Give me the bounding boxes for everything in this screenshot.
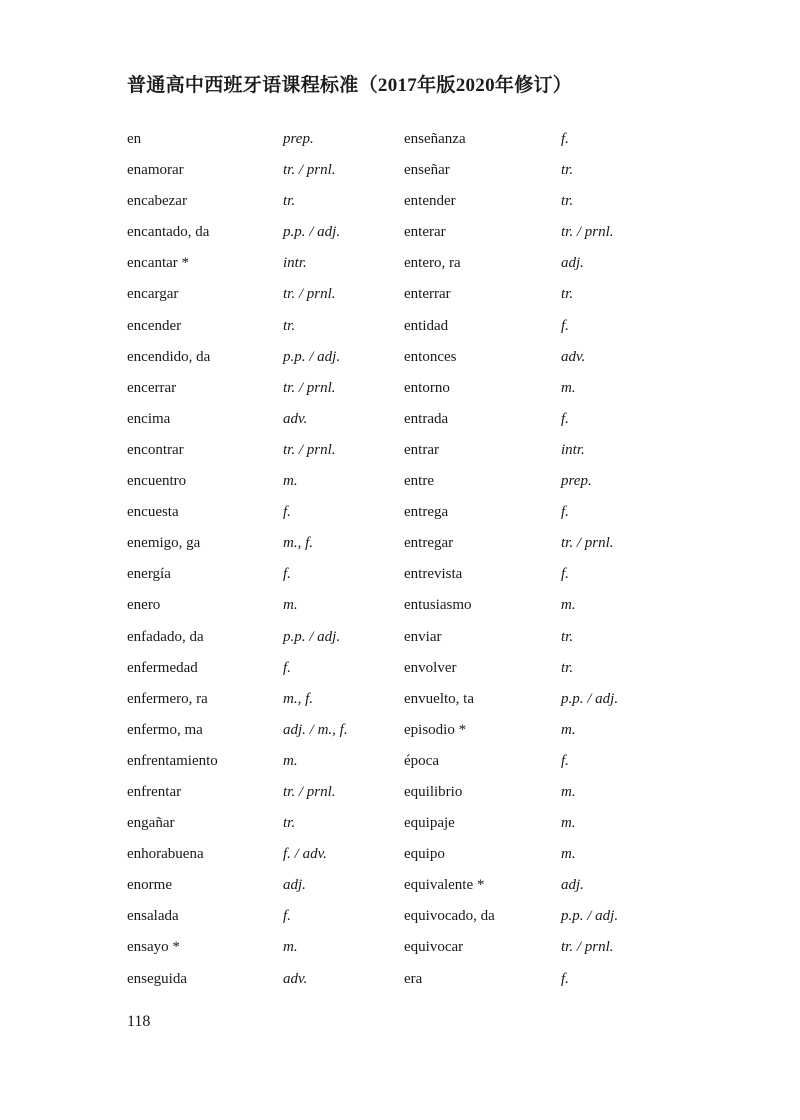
word-class-left: tr. xyxy=(283,815,296,832)
headword-left: enamorar xyxy=(127,162,184,179)
vocab-row xyxy=(127,248,747,279)
word-class-right: f. xyxy=(561,317,569,334)
headword-right: entregar xyxy=(404,535,454,552)
headword-right: entrar xyxy=(404,441,439,458)
vocab-row xyxy=(127,279,747,310)
word-class-left: tr. xyxy=(283,317,296,334)
page-number: 118 xyxy=(127,1013,151,1030)
headword-right: enseñar xyxy=(404,162,450,179)
word-class-right: tr. xyxy=(561,286,574,303)
vocab-row xyxy=(127,808,747,839)
word-class-left: adv. xyxy=(283,410,308,427)
headword-right: entonces xyxy=(404,348,457,365)
headword-left: enfrentamiento xyxy=(127,752,218,769)
vocab-row xyxy=(127,528,747,559)
headword-right: equipo xyxy=(404,846,445,863)
word-class-right: f. xyxy=(561,410,569,427)
word-class-left: adj. xyxy=(283,877,306,894)
word-class-left: p.p. / adj. xyxy=(283,224,341,241)
word-class-left: f. xyxy=(283,659,291,676)
word-class-left: f. xyxy=(283,908,291,925)
vocab-row xyxy=(127,839,747,870)
vocab-row xyxy=(127,497,747,528)
headword-right: entusiasmo xyxy=(404,597,472,614)
word-class-right: f. xyxy=(561,566,569,583)
vocab-row xyxy=(127,653,747,684)
vocab-row xyxy=(127,404,747,435)
word-class-left: m., f. xyxy=(283,535,313,552)
word-class-left: p.p. / adj. xyxy=(283,628,341,645)
word-class-right: adj. xyxy=(561,877,584,894)
headword-right: entrada xyxy=(404,410,449,427)
headword-right: episodio * xyxy=(404,721,467,738)
word-class-right: m. xyxy=(561,597,576,614)
vocab-row xyxy=(127,559,747,590)
headword-left: enero xyxy=(127,597,161,614)
page-header: 普通高中西班牙语课程标准（2017年版2020年修订） xyxy=(127,75,573,96)
word-class-right: adj. xyxy=(561,255,584,272)
vocab-row xyxy=(127,342,747,373)
headword-left: encuentro xyxy=(127,473,187,490)
headword-left: encender xyxy=(127,317,182,334)
word-class-left: tr. / prnl. xyxy=(283,286,336,303)
vocabulary-list xyxy=(127,124,747,995)
vocab-row xyxy=(127,466,747,497)
headword-right: entender xyxy=(404,193,456,210)
word-class-right: m. xyxy=(561,379,576,396)
headword-left: encargar xyxy=(127,286,179,303)
vocab-row xyxy=(127,435,747,466)
headword-left: enfadado, da xyxy=(127,628,204,645)
vocab-row xyxy=(127,311,747,342)
word-class-right: m. xyxy=(561,783,576,800)
word-class-right: tr. xyxy=(561,193,574,210)
vocab-row xyxy=(127,932,747,963)
headword-right: enviar xyxy=(404,628,442,645)
headword-left: encontrar xyxy=(127,441,184,458)
word-class-left: f. / adv. xyxy=(283,846,327,863)
word-class-left: tr. xyxy=(283,193,296,210)
headword-left: encantar * xyxy=(127,255,190,272)
vocab-row xyxy=(127,622,747,653)
word-class-left: f. xyxy=(283,504,291,521)
headword-right: era xyxy=(404,970,423,987)
headword-left: encantado, da xyxy=(127,224,210,241)
vocab-row xyxy=(127,715,747,746)
word-class-right: adv. xyxy=(561,348,586,365)
headword-left: ensayo * xyxy=(127,939,180,956)
headword-right: equivocado, da xyxy=(404,908,495,925)
word-class-left: tr. / prnl. xyxy=(283,441,336,458)
word-class-left: m. xyxy=(283,752,298,769)
headword-right: equilibrio xyxy=(404,783,463,800)
vocab-row xyxy=(127,964,747,995)
headword-right: equivocar xyxy=(404,939,464,956)
word-class-left: f. xyxy=(283,566,291,583)
headword-right: entero, ra xyxy=(404,255,461,272)
headword-left: energía xyxy=(127,566,171,583)
vocab-row xyxy=(127,590,747,621)
headword-left: ensalada xyxy=(127,908,179,925)
word-class-right: p.p. / adj. xyxy=(561,690,619,707)
word-class-right: tr. / prnl. xyxy=(561,535,614,552)
headword-right: equivalente * xyxy=(404,877,485,894)
word-class-left: tr. / prnl. xyxy=(283,379,336,396)
word-class-right: p.p. / adj. xyxy=(561,908,619,925)
headword-left: enemigo, ga xyxy=(127,535,201,552)
word-class-left: adj. / m., f. xyxy=(283,721,348,738)
vocab-row xyxy=(127,777,747,808)
headword-left: encendido, da xyxy=(127,348,211,365)
headword-right: envolver xyxy=(404,659,457,676)
word-class-right: m. xyxy=(561,721,576,738)
headword-right: enterar xyxy=(404,224,446,241)
headword-right: entrega xyxy=(404,504,449,521)
word-class-right: m. xyxy=(561,815,576,832)
word-class-right: m. xyxy=(561,846,576,863)
vocab-row xyxy=(127,373,747,404)
word-class-left: tr. / prnl. xyxy=(283,783,336,800)
word-class-right: f. xyxy=(561,131,569,147)
headword-right: enterrar xyxy=(404,286,451,303)
headword-left: en xyxy=(127,131,142,147)
headword-left: enorme xyxy=(127,877,172,894)
headword-right: envuelto, ta xyxy=(404,690,474,707)
headword-left: encima xyxy=(127,410,171,427)
headword-left: engañar xyxy=(127,815,175,832)
vocab-row xyxy=(127,746,747,777)
word-class-left: p.p. / adj. xyxy=(283,348,341,365)
headword-left: encabezar xyxy=(127,193,187,210)
headword-left: enfrentar xyxy=(127,783,182,800)
headword-left: enfermo, ma xyxy=(127,721,203,738)
word-class-left: intr. xyxy=(283,255,307,272)
vocab-row xyxy=(127,217,747,248)
word-class-right: tr. xyxy=(561,162,574,179)
vocab-row xyxy=(127,901,747,932)
word-class-right: f. xyxy=(561,504,569,521)
headword-right: entidad xyxy=(404,317,449,334)
word-class-left: adv. xyxy=(283,970,308,987)
word-class-right: tr. xyxy=(561,628,574,645)
vocab-row xyxy=(127,155,747,186)
headword-left: enhorabuena xyxy=(127,846,204,863)
headword-left: enfermero, ra xyxy=(127,690,208,707)
headword-left: encuesta xyxy=(127,504,179,521)
word-class-right: tr. / prnl. xyxy=(561,939,614,956)
word-class-left: m. xyxy=(283,939,298,956)
vocab-row xyxy=(127,684,747,715)
headword-right: entre xyxy=(404,473,434,490)
headword-left: enfermedad xyxy=(127,659,198,676)
vocab-row xyxy=(127,124,747,155)
word-class-right: f. xyxy=(561,752,569,769)
headword-right: época xyxy=(404,752,439,769)
word-class-left: prep. xyxy=(283,131,314,147)
vocab-row xyxy=(127,186,747,217)
headword-right: enseñanza xyxy=(404,131,466,147)
word-class-left: m. xyxy=(283,597,298,614)
word-class-right: tr. / prnl. xyxy=(561,224,614,241)
headword-right: equipaje xyxy=(404,815,455,832)
headword-left: encerrar xyxy=(127,379,177,396)
word-class-right: tr. xyxy=(561,659,574,676)
headword-right: entrevista xyxy=(404,566,463,583)
vocab-row xyxy=(127,870,747,901)
word-class-left: tr. / prnl. xyxy=(283,162,336,179)
headword-right: entorno xyxy=(404,379,450,396)
word-class-right: f. xyxy=(561,970,569,987)
headword-left: enseguida xyxy=(127,970,187,987)
word-class-left: m., f. xyxy=(283,690,313,707)
word-class-right: prep. xyxy=(561,473,592,490)
word-class-right: intr. xyxy=(561,441,585,458)
word-class-left: m. xyxy=(283,473,298,490)
